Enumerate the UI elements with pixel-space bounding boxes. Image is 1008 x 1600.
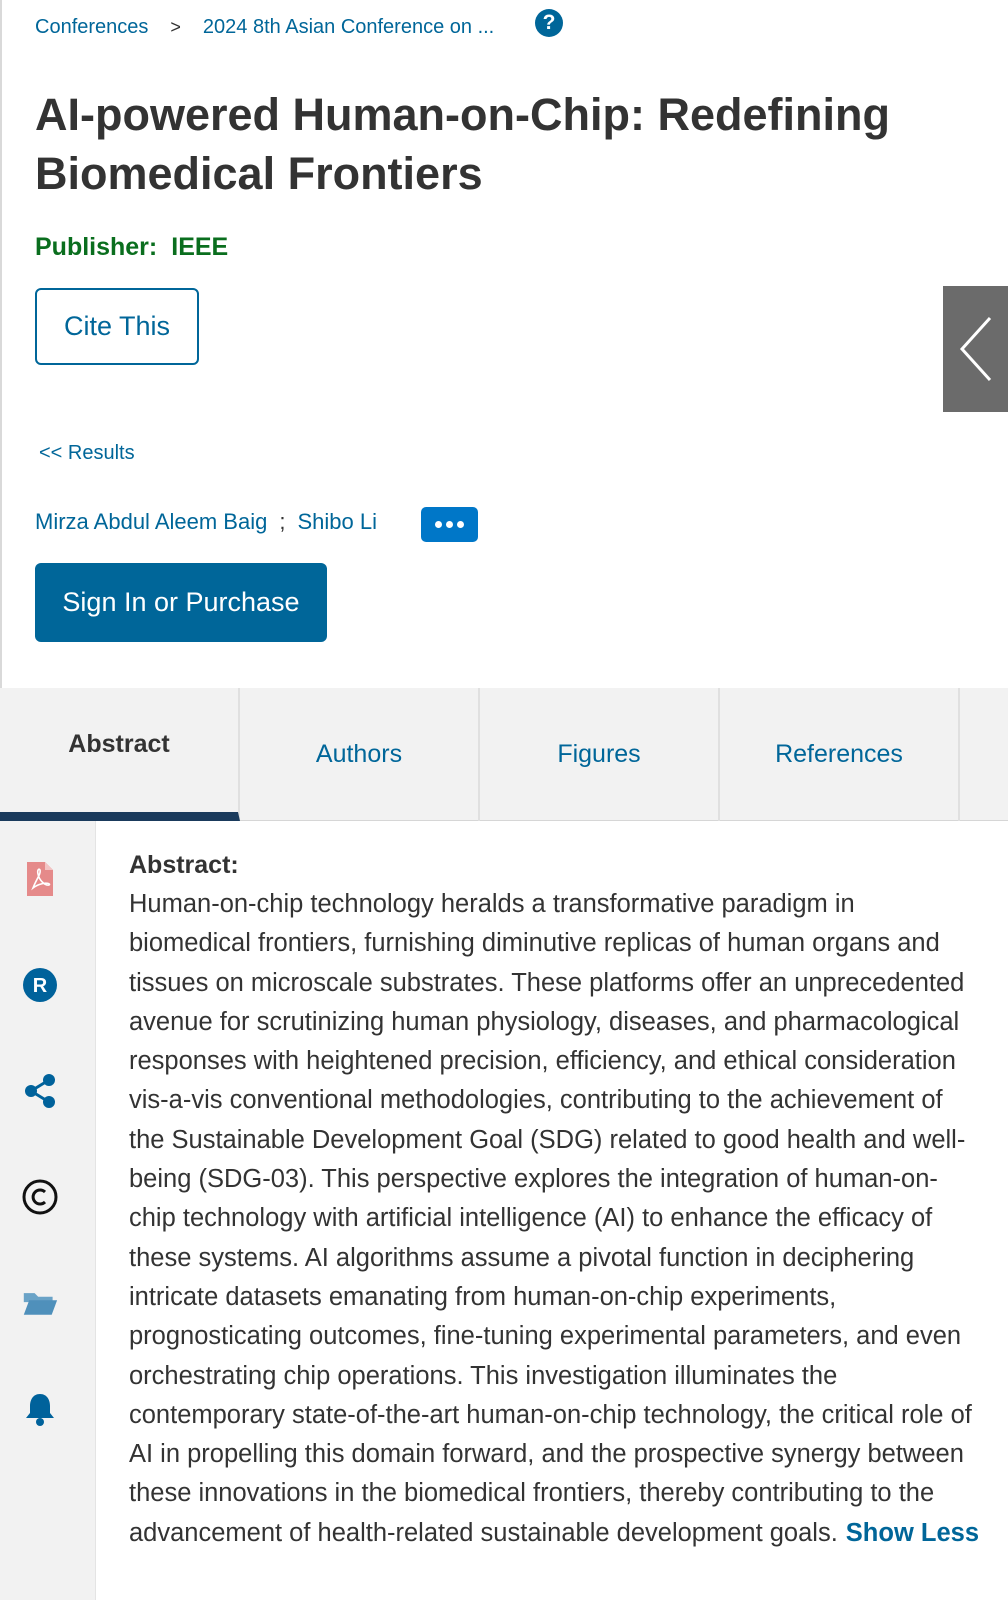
chevron-left-icon xyxy=(956,314,996,384)
svg-text:R: R xyxy=(32,975,48,997)
results-link[interactable]: << Results xyxy=(39,442,135,464)
cite-this-button[interactable]: Cite This xyxy=(35,288,199,365)
side-rail xyxy=(0,821,96,1600)
publisher-label: Publisher: xyxy=(35,233,158,261)
abstract-section xyxy=(129,851,981,1553)
breadcrumb-separator: > xyxy=(170,16,181,37)
tab-bar xyxy=(0,688,1008,821)
copyright-icon[interactable] xyxy=(22,1179,58,1215)
tab-overflow[interactable] xyxy=(960,688,1008,821)
side-panel-toggle[interactable] xyxy=(943,286,1008,412)
left-border xyxy=(0,0,2,690)
tab-references[interactable]: References xyxy=(720,688,960,821)
help-icon[interactable]: ? xyxy=(535,9,563,37)
breadcrumb-conferences[interactable]: Conferences xyxy=(35,15,149,38)
dot-icon xyxy=(457,521,464,528)
more-authors-button[interactable] xyxy=(421,507,478,542)
authors-list xyxy=(35,509,377,535)
breadcrumb xyxy=(35,12,494,42)
bell-icon[interactable] xyxy=(22,1391,58,1427)
dot-icon xyxy=(435,521,442,528)
author-link[interactable]: Mirza Abdul Aleem Baig xyxy=(35,509,268,534)
author-separator: ; xyxy=(279,509,286,534)
pdf-icon[interactable] xyxy=(22,861,58,897)
publisher xyxy=(35,233,228,262)
tab-abstract[interactable]: Abstract xyxy=(0,688,240,821)
page-title: AI-powered Human-on-Chip: Redefining Biomedical Frontiers xyxy=(35,89,890,199)
tab-authors[interactable]: Authors xyxy=(240,688,480,821)
breadcrumb-conference-name[interactable]: 2024 8th Asian Conference on ... xyxy=(202,15,495,38)
tab-figures[interactable]: Figures xyxy=(480,688,720,821)
show-less-link[interactable]: Show Less xyxy=(845,1518,979,1547)
publisher-value: IEEE xyxy=(171,233,229,261)
abstract-text: Human-on-chip technology heralds a transformative paradigm in biomedical frontiers, furnishing diminutive replicas of human organs and tissues on microscale substrates. These platforms offer an unprecedented avenue for scrutinizing human physiology, diseases, and pharmacological responses with heightened precision, efficiency, and ethical consideration vis-a-vis conventional methodologies, contributing to the achievement of the Sustainable Development Goal (SDG) related to good health and well-being (SDG-03). This perspective explores the integration of human-on-chip technology with artificial intelligence (AI) to enhance the efficacy of these systems. AI algorithms assume a pivotal function in deciphering intricate datasets emanating from human-on-chip experiments, prognosticating outcomes, fine-tuning experimental parameters, and even orchestrating chip operations. This investigation illuminates the contemporary state-of-the-art human-on-chip technology, the critical role of AI in propelling this domain forward, and the prospective synergy between these innovations in the biomedical frontiers, thereby contributing to the advancement of health-related sustainable development goals. xyxy=(129,890,972,1547)
abstract-body xyxy=(129,885,981,1553)
share-icon[interactable] xyxy=(22,1073,58,1109)
folder-icon[interactable] xyxy=(22,1285,58,1321)
dot-icon xyxy=(446,521,453,528)
author-link[interactable]: Shibo Li xyxy=(297,509,377,534)
rights-icon[interactable] xyxy=(22,967,58,1003)
abstract-heading: Abstract: xyxy=(129,851,239,879)
sign-in-or-purchase-button[interactable]: Sign In or Purchase xyxy=(35,563,327,642)
